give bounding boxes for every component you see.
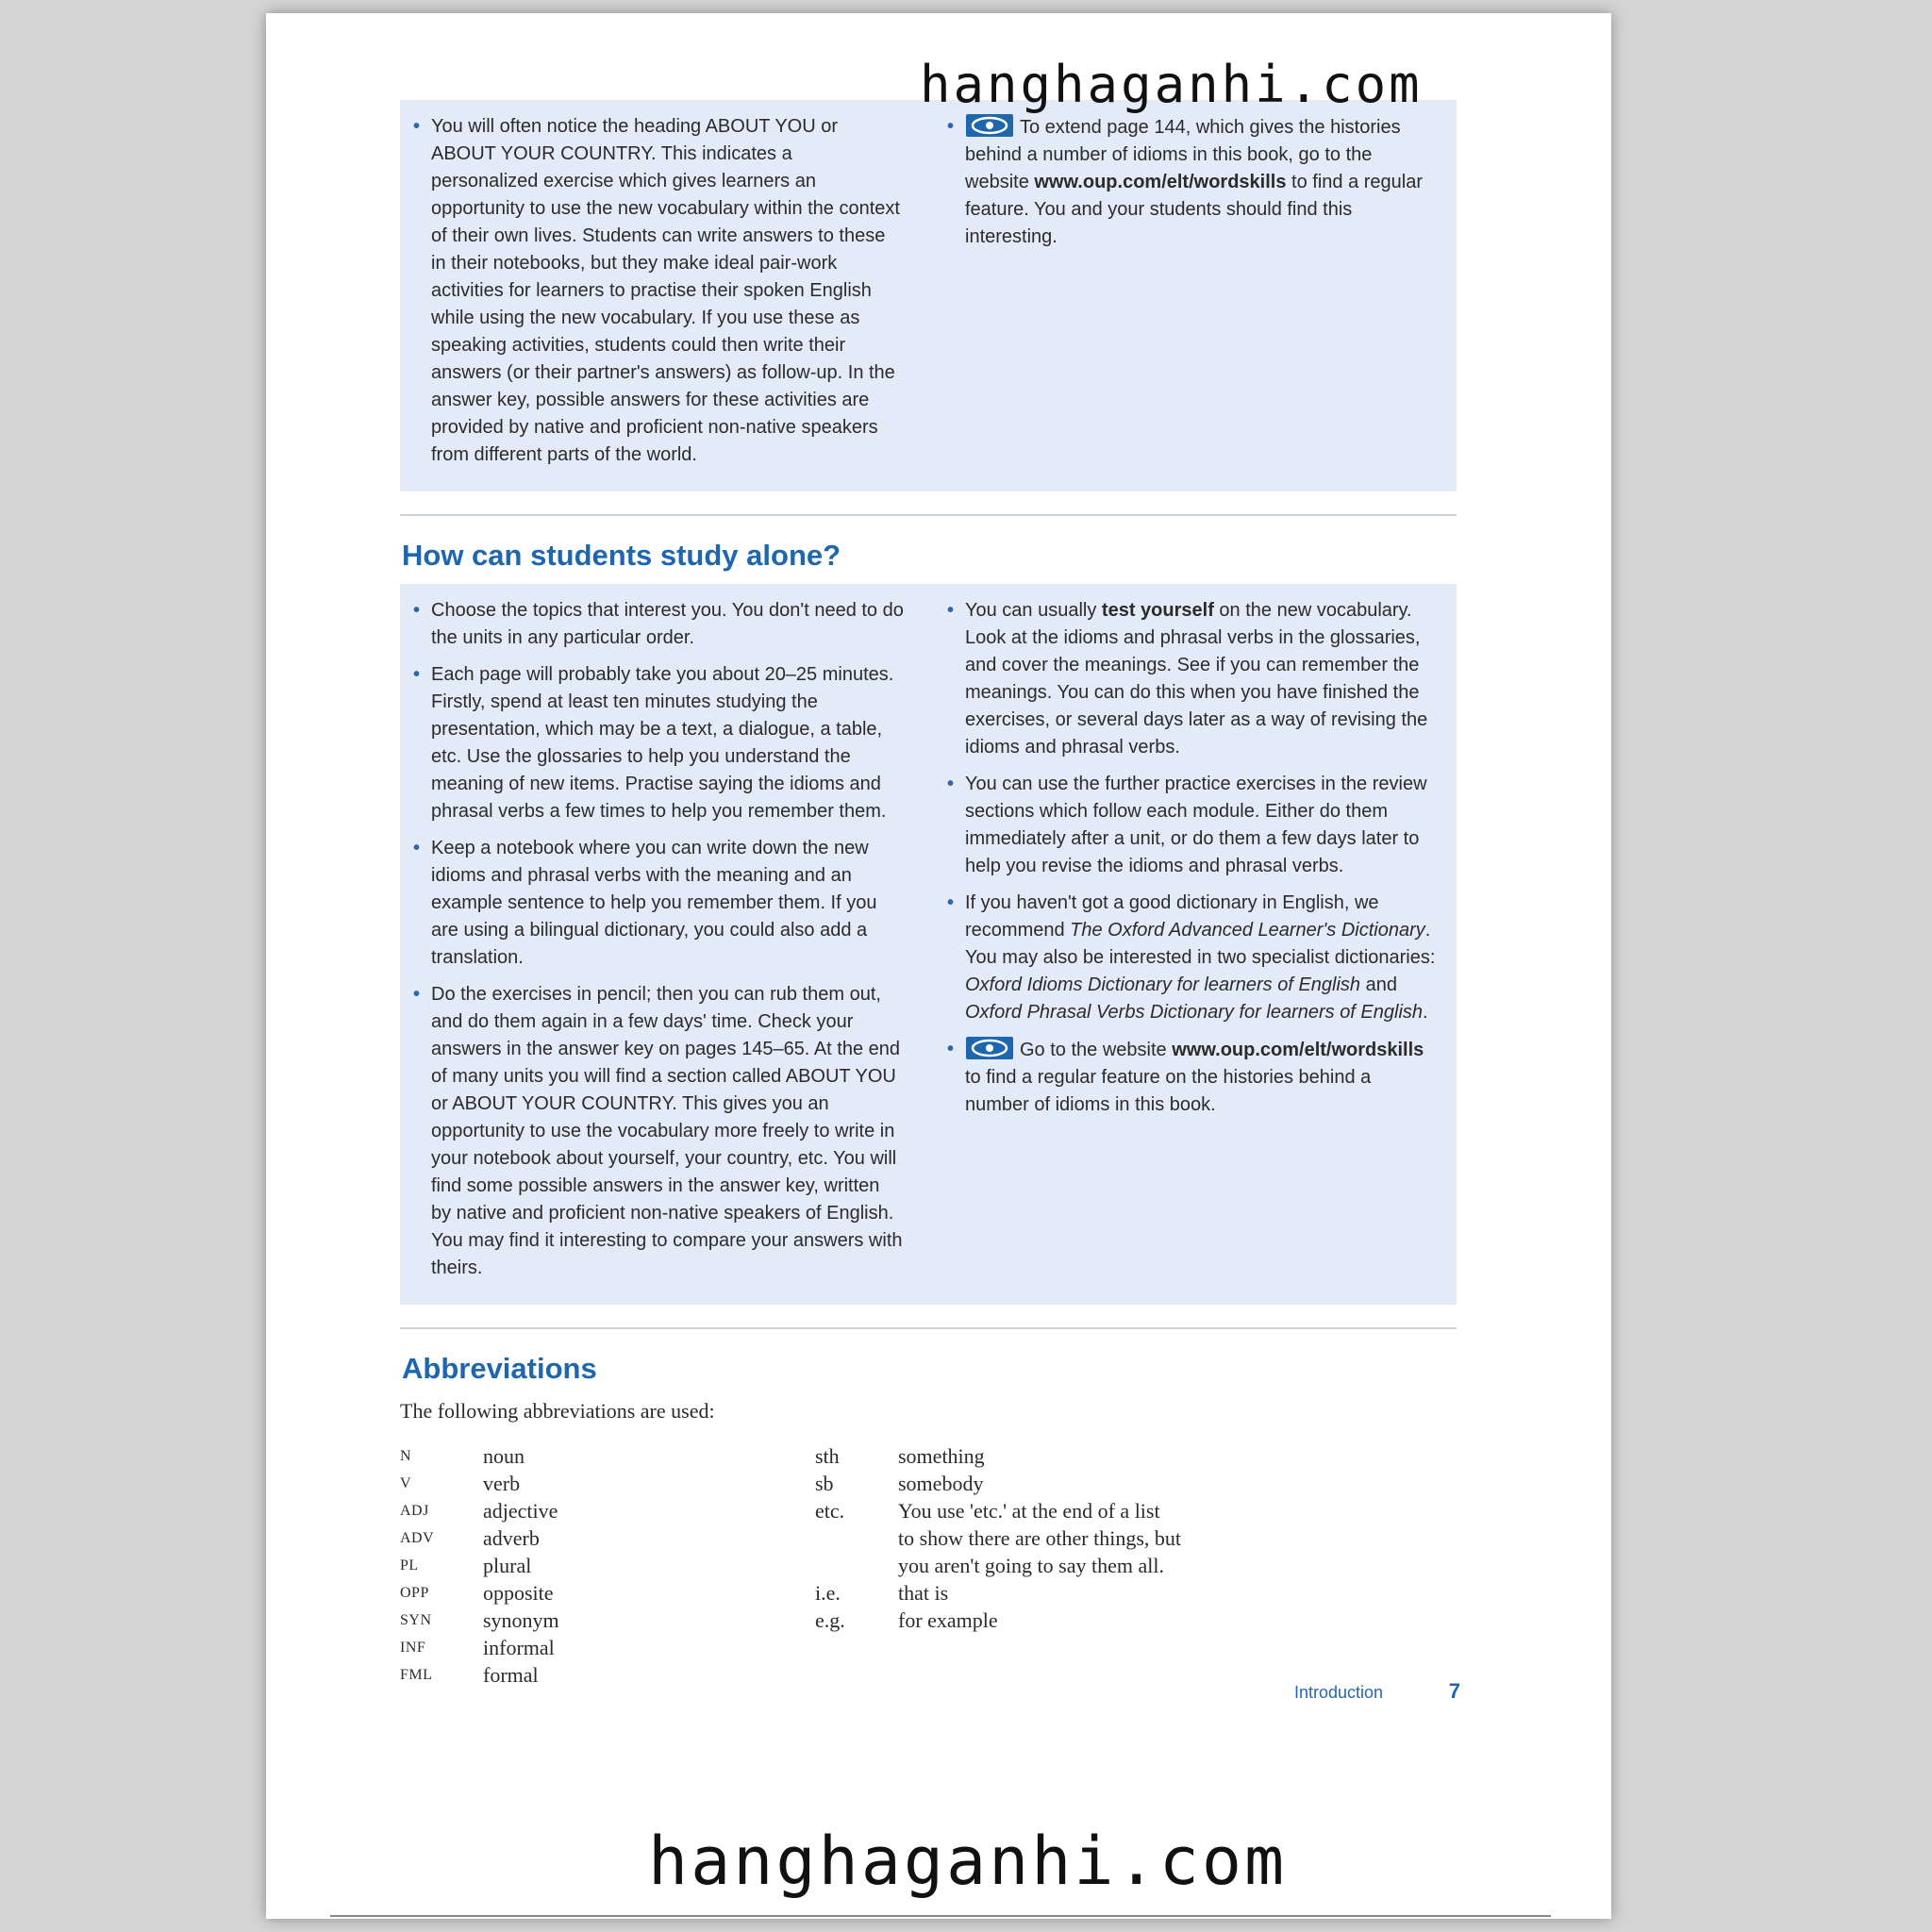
list-item: • To extend page 144, which gives the histories behind a number of idioms in this book, go to the website www.oup.com/elt/wordskills to find a regular feature. You and your students should find this interesting.: [941, 113, 1438, 251]
abbreviation-row: [815, 1442, 1230, 1470]
abbreviation-row: [815, 1579, 1230, 1607]
abbreviation-key: sth: [815, 1444, 840, 1468]
page-edge-line: [330, 1915, 1551, 1917]
abbreviation-key: PL: [400, 1557, 419, 1574]
abbreviation-key: SYN: [400, 1612, 432, 1628]
study-left-column: [408, 597, 904, 1291]
study-heading: How can students study alone?: [402, 539, 841, 572]
list-item: • Keep a notebook where you can write down the new idioms and phrasal verbs with the meaning and an example sentence to help you remember them. If you are using a bilingual dictionary, you could also add a translation.: [413, 838, 877, 968]
list-item: • Go to the website www.oup.com/elt/wordskills to find a regular feature on the histories behind a number of idioms in this book.: [941, 1036, 1438, 1119]
abbreviation-row: [400, 1442, 815, 1470]
tips-left-column: [408, 113, 904, 478]
abbreviation-row: [400, 1579, 815, 1607]
section-label: Introduction: [1294, 1683, 1384, 1702]
study-right-column: [941, 597, 1438, 1291]
tips-box: [400, 100, 1457, 491]
abbreviation-row: [815, 1497, 1230, 1579]
abbreviation-meaning: noun: [483, 1444, 525, 1468]
page-footer: [1294, 1679, 1460, 1704]
abbreviation-meaning: informal: [483, 1636, 555, 1659]
abbreviations-right-column: [815, 1442, 1230, 1689]
abbreviations-heading: Abbreviations: [402, 1352, 597, 1385]
abbreviation-meaning: opposite: [483, 1581, 554, 1605]
abbreviation-key: ADV: [400, 1530, 435, 1546]
list-item: • If you haven't got a good dictionary in English, we recommend The Oxford Advanced Learner's Dictionary. You may also be interested in two specialist dictionaries: Oxford Idioms Dictionary for learners of English and Oxford Phrasal Verbs Dictionary for learners of English.: [947, 892, 1436, 1023]
abbreviation-row: [400, 1524, 815, 1552]
abbreviation-meaning: for example: [898, 1608, 998, 1632]
abbreviation-row: [400, 1497, 815, 1524]
abbreviation-meaning: adverb: [483, 1526, 540, 1550]
website-link[interactable]: www.oup.com/elt/wordskills: [1172, 1040, 1424, 1060]
list-item: • Do the exercises in pencil; then you can rub them out, and do them again in a few days' time. Check your answers in the answer key on pages 145–65. At the end of many units you will find a section called ABOUT YOU or ABOUT YOUR COUNTRY. This gives you an opportunity to use the vocabulary more freely to write in your notebook about yourself, your country, etc. You will find some possible answers in the answer key, written by native and proficient non-native speakers of English. You may find it interesting to compare your answers with theirs.: [413, 984, 903, 1278]
abbreviation-key: etc.: [815, 1499, 845, 1523]
watermark-top: hanghaganhi.com: [920, 55, 1423, 114]
abbreviation-key: e.g.: [815, 1608, 845, 1632]
list-item: • You can use the further practice exercises in the review sections which follow each module. Either do them immediately after a unit, or do them a few days later to help you revise the idioms and phrasal verbs.: [947, 774, 1427, 876]
abbreviation-key: OPP: [400, 1585, 429, 1601]
list-item: • Each page will probably take you about 20–25 minutes. Firstly, spend at least ten minutes studying the presentation, which may be a text, a dialogue, a table, etc. Use the glossaries to help you understand the meaning of new items. Practise saying the idioms and phrasal verbs a few times to help you remember them.: [413, 664, 894, 822]
abbreviation-row: [815, 1470, 1230, 1497]
list-item: • Choose the topics that interest you. You don't need to do the units in any particular order.: [413, 600, 904, 648]
abbreviation-key: sb: [815, 1472, 834, 1495]
abbreviation-row: [815, 1607, 1230, 1634]
abbreviation-meaning: verb: [483, 1472, 521, 1495]
list-item: • You can usually test yourself on the new vocabulary. Look at the idioms and phrasal verbs in the glossaries, and cover the meanings. See if you can remember the meanings. You can do this when you have finished the exercises, or several days later as a way of revising the idioms and phrasal verbs.: [947, 600, 1428, 758]
abbreviation-key: i.e.: [815, 1581, 841, 1605]
list-item: • You will often notice the heading ABOUT YOU or ABOUT YOUR COUNTRY. This indicates a personalized exercise which gives learners an opportunity to use the new vocabulary within the context of their own lives. Students can write answers to these in their notebooks, but they make ideal pair-work activities for learners to practise their spoken English while using the new vocabulary. If you use these as speaking activities, students could then write their answers (or their partner's answers) as follow-up. In the answer key, possible answers for these activities are provided by native and proficient non-native speakers from different parts of the world.: [413, 116, 900, 465]
abbreviation-meaning: adjective: [483, 1499, 558, 1523]
abbreviations-intro: The following abbreviations are used:: [400, 1399, 715, 1423]
abbreviation-row: [400, 1470, 815, 1497]
abbreviations-list: [400, 1442, 1457, 1689]
abbreviation-row: [400, 1634, 815, 1661]
abbreviation-key: ADJ: [400, 1503, 429, 1519]
abbreviation-row: [400, 1661, 815, 1689]
abbreviation-meaning: somebody: [898, 1472, 984, 1495]
page-number: 7: [1448, 1679, 1460, 1703]
abbreviation-meaning: plural: [483, 1554, 532, 1577]
eye-icon: [965, 1036, 1014, 1060]
abbreviation-meaning: synonym: [483, 1608, 559, 1632]
tips-right-column: [941, 113, 1438, 478]
website-link[interactable]: www.oup.com/elt/wordskills: [1034, 172, 1287, 192]
abbreviation-meaning: You use 'etc.' at the end of a list to show there are other things, but you aren't going to say them all.: [898, 1499, 1181, 1577]
abbreviation-key: FML: [400, 1667, 433, 1683]
divider: [400, 514, 1457, 516]
study-box: [400, 584, 1457, 1305]
abbreviation-key: N: [400, 1448, 412, 1464]
abbreviation-key: INF: [400, 1640, 426, 1656]
watermark-bottom: hanghaganhi.com: [648, 1823, 1288, 1900]
divider: [400, 1327, 1457, 1329]
abbreviation-meaning: something: [898, 1444, 985, 1468]
abbreviation-meaning: formal: [483, 1663, 539, 1687]
abbreviation-meaning: that is: [898, 1581, 949, 1605]
abbreviation-row: [400, 1552, 815, 1579]
eye-icon: [965, 113, 1014, 138]
page-content: [400, 100, 1457, 1689]
abbreviation-row: [400, 1607, 815, 1634]
abbreviation-key: V: [400, 1475, 412, 1491]
document-page: [266, 13, 1611, 1919]
abbreviations-left-column: [400, 1442, 815, 1689]
